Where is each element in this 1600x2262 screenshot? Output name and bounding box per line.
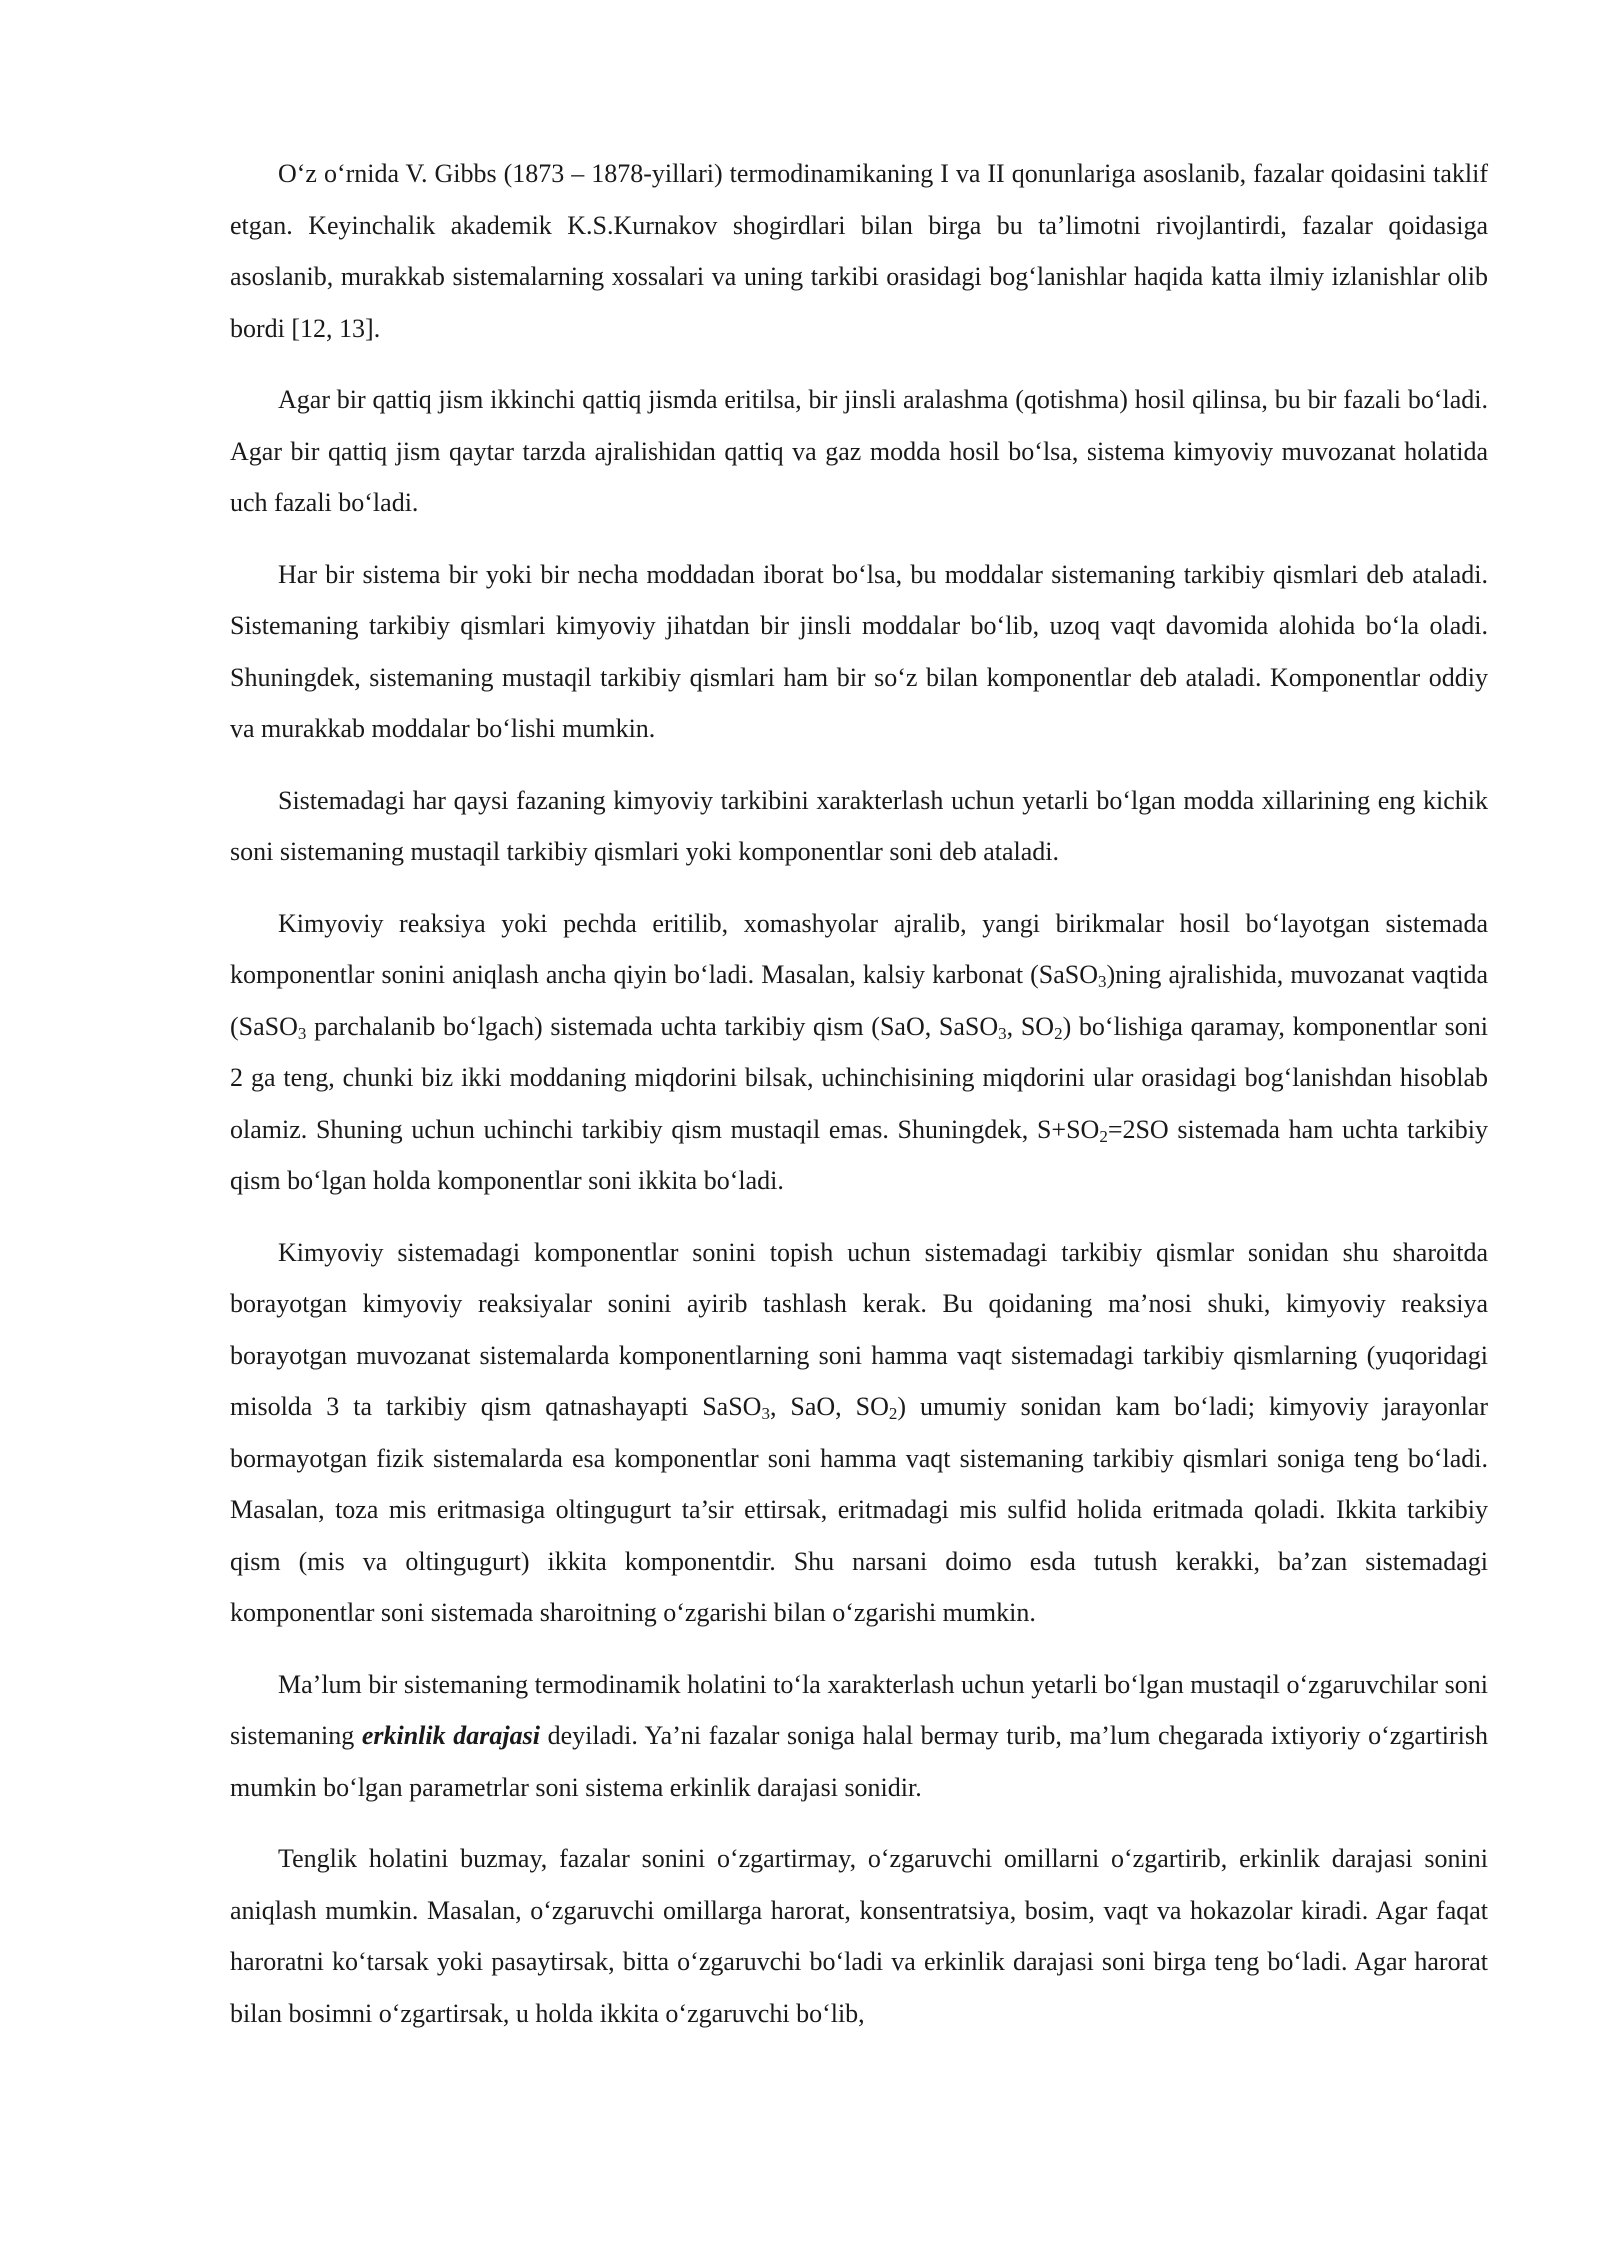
subscript: 2 xyxy=(1054,1023,1063,1043)
paragraph-variables-example: Tenglik holatini buzmay, fazalar sonini o‘zgartirmay, o‘zgaruvchi omillarni o‘zgartirib, erkinlik darajasi sonini aniqlash mumkin. Masalan, o‘zgaruvchi omillarga harorat, konsentratsiya, bosim, vaqt va hokazolar kiradi. Agar faqat haroratni ko‘tarsak yoki pasaytirsak, bitta o‘zgaruvchi bo‘ladi va erkinlik darajasi soni birga teng bo‘ladi. Agar harorat bilan bosimni o‘zgartirsak, u holda ikkita o‘zgaruvchi bo‘lib, xyxy=(230,1844,1488,2028)
paragraph-finding-components xyxy=(230,1227,1488,1639)
subscript: 3 xyxy=(998,1023,1007,1043)
text-run: ) umumiy sonidan kam bo‘ladi; kimyoviy jarayonlar bormayotgan fizik sistemalarda esa komponentlar soni hamma vaqt sistemaning tarkibiy qismlari soniga teng bo‘ladi. Masalan, toza mis eritmasiga oltingugurt ta’sir ettirsak, eritmadagi mis sulfid holida eritmada qoladi. Ikkita tarkibiy qism (mis va oltingugurt) ikkita komponentdir. Shu narsani doimo esda tutush kerakki, ba’zan sistemadagi komponentlar soni sistemada sharoitning o‘zgarishi bilan o‘zgarishi mumkin. xyxy=(230,1392,1488,1627)
subscript: 2 xyxy=(1099,1126,1108,1146)
defined-term: erkinlik darajasi xyxy=(361,1721,540,1750)
text-run: )ning ajralishida, muvozanat vaqtida (SaSO xyxy=(230,960,1488,1041)
text-run: Kimyoviy sistemadagi komponentlar sonini topish uchun sistemadagi tarkibiy qismlar sonidan shu sharoitda borayotgan kimyoviy reaksiyalar sonini ayirib tashlash kerak. Bu qoidaning ma’nosi shuki, kimyoviy reaksiya borayotgan muvozanat sistemalarda komponentlarning soni hamma vaqt sistemadagi tarkibiy qismlarning (yuqoridagi misolda 3 ta tarkibiy qism qatnashayapti SaSO xyxy=(230,1237,1488,1421)
text-run: Kimyoviy reaksiya yoki pechda eritilib, xomashyolar ajralib, yangi birikmalar hosil bo‘layotgan sistemada komponentlar sonini aniqlash ancha qiyin bo‘ladi. Masalan, kalsiy karbonat (SaSO xyxy=(230,908,1488,989)
paragraph-gibbs-phase-rule: O‘z o‘rnida V. Gibbs (1873 – 1878-yillari) termodinamikaning I va II qonunlariga asoslanib, fazalar qoidasini taklif etgan. Keyinchalik akademik K.S.Kurnakov shogirdlari bilan birga bu ta’limotni rivojlantirdi, fazalar qoidasiga asoslanib, murakkab sistemalarning xossalari va uning tarkibi orasidagi bog‘lanishlar haqida katta ilmiy izlanishlar olib bordi [12, 13]. xyxy=(230,159,1488,343)
text-run: Ma’lum bir sistemaning termodinamik holatini to‘la xarakterlash uchun yetarli bo‘lgan mustaqil o‘zgaruvchilar soni sistemaning xyxy=(230,1669,1488,1750)
text-run: =2SO sistemada ham uchta tarkibiy qism bo‘lgan holda komponentlar soni ikkita bo‘ladi. xyxy=(230,1114,1488,1195)
text-run: , SO xyxy=(1006,1011,1055,1041)
paragraph-components-definition: Har bir sistema bir yoki bir necha moddadan iborat bo‘lsa, bu moddalar sistemaning tarkibiy qismlari deb ataladi. Sistemaning tarkibiy qismlari kimyoviy jihatdan bir jinsli moddalar bo‘lib, uzoq vaqt davomida alohida bo‘la oladi. Shuningdek, sistemaning mustaqil tarkibiy qismlari ham bir so‘z bilan komponentlar deb ataladi. Komponentlar oddiy va murakkab moddalar bo‘lishi mumkin. xyxy=(230,559,1488,743)
text-run: ) bo‘lishiga qaramay, komponentlar soni 2 ga teng, chunki biz ikki moddaning miqdorini bilsak, uchinchisining miqdorini ular orasidagi bog‘lanishdan hisoblab olamiz. Shuning uchun uchinchi tarkibiy qism mustaqil emas. Shuningdek, S+SO xyxy=(230,1011,1488,1144)
subscript: 3 xyxy=(297,1023,307,1043)
subscript: 3 xyxy=(761,1404,770,1423)
text-run: deyiladi. Ya’ni fazalar soniga halal bermay turib, ma’lum chegarada ixtiyoriy o‘zgartirish mumkin bo‘lgan parametrlar soni sistema erkinlik darajasi sonidir. xyxy=(230,1721,1488,1802)
paragraph-calcium-carbonate-example xyxy=(230,898,1488,1207)
document-page xyxy=(230,148,1488,2059)
paragraph-component-count: Sistemadagi har qaysi fazaning kimyoviy tarkibini xarakterlash uchun yetarli bo‘lgan modda xillarining eng kichik soni sistemaning mustaqil tarkibiy qismlari yoki komponentlar soni deb ataladi. xyxy=(230,785,1488,866)
subscript: 2 xyxy=(888,1404,898,1423)
paragraph-degrees-of-freedom xyxy=(230,1659,1488,1814)
text-run: parchalanib bo‘lgach) sistemada uchta tarkibiy qism (SaO, SaSO xyxy=(306,1011,999,1041)
text-run: , SaO, SO xyxy=(769,1392,889,1421)
paragraph-phases-example: Agar bir qattiq jism ikkinchi qattiq jismda eritilsa, bir jinsli aralashma (qotishma) hosil qilinsa, bu bir fazali bo‘ladi. Agar bir qattiq jism qaytar tarzda ajralishidan qattiq va gaz modda hosil bo‘lsa, sistema kimyoviy muvozanat holatida uch fazali bo‘ladi. xyxy=(230,385,1488,517)
subscript: 3 xyxy=(1098,972,1107,991)
